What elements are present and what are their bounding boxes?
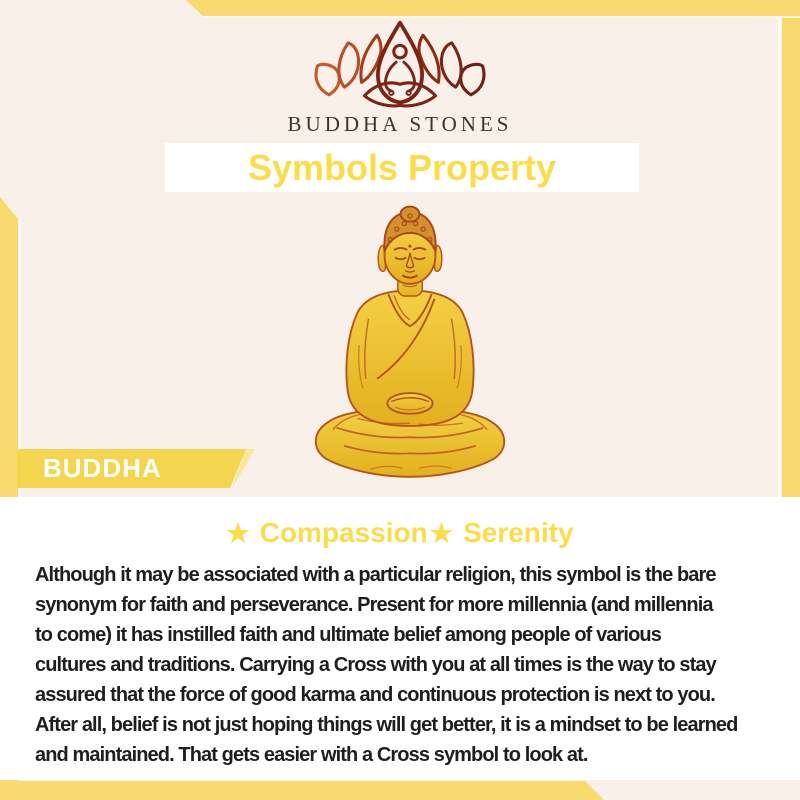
description-line: cultures and traditions. Carrying a Cross with you at all times is the way to stay [35, 654, 716, 676]
page-title: Symbols Property [247, 146, 557, 188]
description-line: and maintained. That gets easier with a Cross symbol to look at. [35, 744, 588, 766]
traits-line [0, 517, 800, 549]
brand-name: BUDDHA STONES [287, 112, 513, 136]
description-line: to come) it has instilled faith and ultimate belief among people of various [35, 624, 661, 646]
description-line: assured that the force of good karma and continuous protection is next to you. [35, 684, 715, 706]
badge-label: BUDDHA SYMBOL [43, 453, 161, 522]
description-text [35, 560, 783, 770]
description-line: After all, belief is not just hoping things will get better, it is a mindset to be learned [35, 714, 738, 736]
buddha-symbol-badge [17, 449, 255, 522]
top-separator-line [203, 16, 800, 18]
star-icon: ★ [226, 518, 250, 548]
trait-label-compassion: Compassion [259, 517, 428, 548]
bottom-accent-band [0, 781, 604, 800]
lotus-meditation-logo-icon [303, 18, 497, 114]
right-separator-line [778, 16, 781, 497]
description-line: synonym for faith and perseverance. Present for more millennia (and millennia [35, 594, 713, 616]
description-line: Although it may be associated with a particular religion, this symbol is the bare [35, 564, 716, 586]
trait-label-serenity: Serenity [463, 517, 574, 548]
star-icon: ★ [429, 518, 454, 548]
title-bar [165, 143, 639, 192]
seated-buddha-illustration [297, 202, 523, 488]
top-accent-band [0, 0, 800, 16]
